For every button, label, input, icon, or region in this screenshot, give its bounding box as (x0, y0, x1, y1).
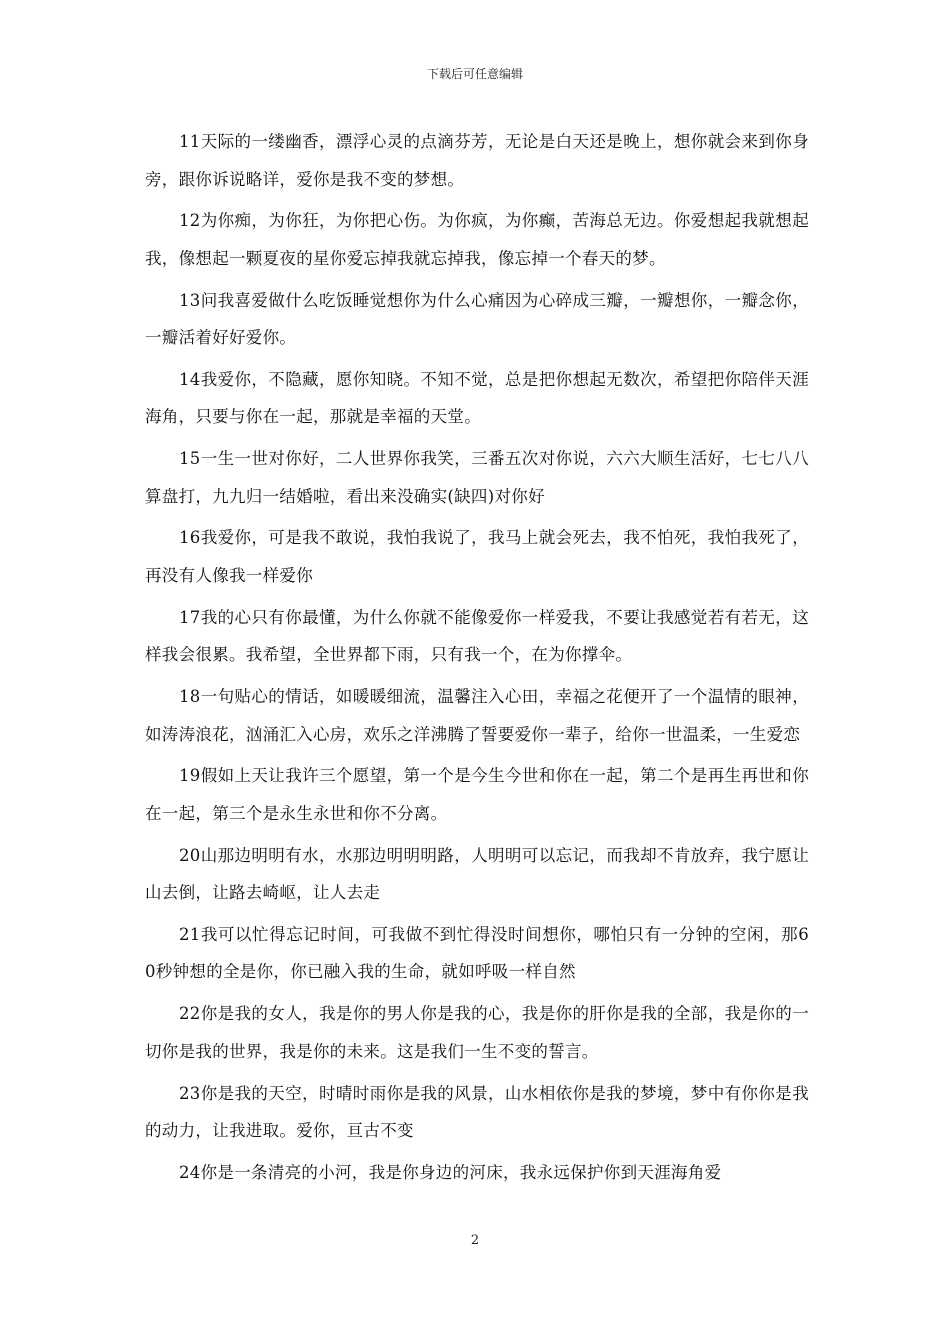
paragraph-12: 12为你痴，为你狂，为你把心伤。为你疯，为你癫，苦海总无边。你爱想起我就想起我，像想起一颗夏夜的星你爱忘掉我就忘掉我，像忘掉一个春天的梦。 (145, 211, 809, 268)
document-body (145, 123, 809, 1196)
paragraph-22: 22你是我的女人，我是你的男人你是我的心，我是你的肝你是我的全部，我是你的一切你是我的世界，我是你的未来。这是我们一生不变的誓言。 (145, 1004, 809, 1061)
paragraph-13: 13问我喜爱做什么吃饭睡觉想你为什么心痛因为心碎成三瓣，一瓣想你，一瓣念你，一瓣活着好好爱你。 (145, 290, 809, 348)
paragraph-18: 18一句贴心的情话，如暖暖细流，温馨注入心田，幸福之花便开了一个温情的眼神，如涛涛浪花，汹涌汇入心房，欢乐之洋沸腾了誓要爱你一辈子，给你一世温柔，一生爱恋 (145, 687, 809, 744)
paragraph-14: 14我爱你，不隐藏，愿你知晓。不知不觉，总是把你想起无数次，希望把你陪伴天涯海角，只要与你在一起，那就是幸福的天堂。 (145, 369, 809, 427)
paragraph-23: 23你是我的天空，时晴时雨你是我的风景，山水相依你是我的梦境，梦中有你你是我的动力，让我进取。爱你，亘古不变 (145, 1083, 809, 1141)
paragraph-17: 17我的心只有你最懂，为什么你就不能像爱你一样爱我，不要让我感觉若有若无，这样我会很累。我希望，全世界都下雨，只有我一个，在为你撑伞。 (145, 607, 809, 665)
paragraph-21: 21我可以忙得忘记时间，可我做不到忙得没时间想你，哪怕只有一分钟的空闲，那60秒钟想的全是你，你已融入我的生命，就如呼吸一样自然 (145, 924, 809, 982)
paragraph-19: 19假如上天让我许三个愿望，第一个是今生今世和你在一起，第二个是再生再世和你在一起，第三个是永生永世和你不分离。 (145, 766, 809, 823)
page-number: 2 (470, 1233, 480, 1248)
paragraph-20: 20山那边明明有水，水那边明明明路，人明明可以忘记，而我却不肯放弃，我宁愿让山去倒，让路去崎岖，让人去走 (145, 845, 809, 903)
page-header: 下载后可任意编辑 (426, 67, 523, 81)
paragraph-16: 16我爱你，可是我不敢说，我怕我说了，我马上就会死去，我不怕死，我怕我死了，再没有人像我一样爱你 (145, 528, 809, 585)
paragraph-24: 24你是一条清亮的小河，我是你身边的河床，我永远保护你到天涯海角爱 (179, 1162, 722, 1182)
paragraph-11: 11天际的一缕幽香，漂浮心灵的点滴芬芳，无论是白天还是晚上，想你就会来到你身旁，跟你诉说略详，爱你是我不变的梦想。 (145, 132, 809, 189)
paragraph-15: 15一生一世对你好，二人世界你我笑，三番五次对你说，六六大顺生活好，七七八八算盘打，九九归一结婚啦，看出来没确实(缺四)对你好 (145, 449, 809, 506)
